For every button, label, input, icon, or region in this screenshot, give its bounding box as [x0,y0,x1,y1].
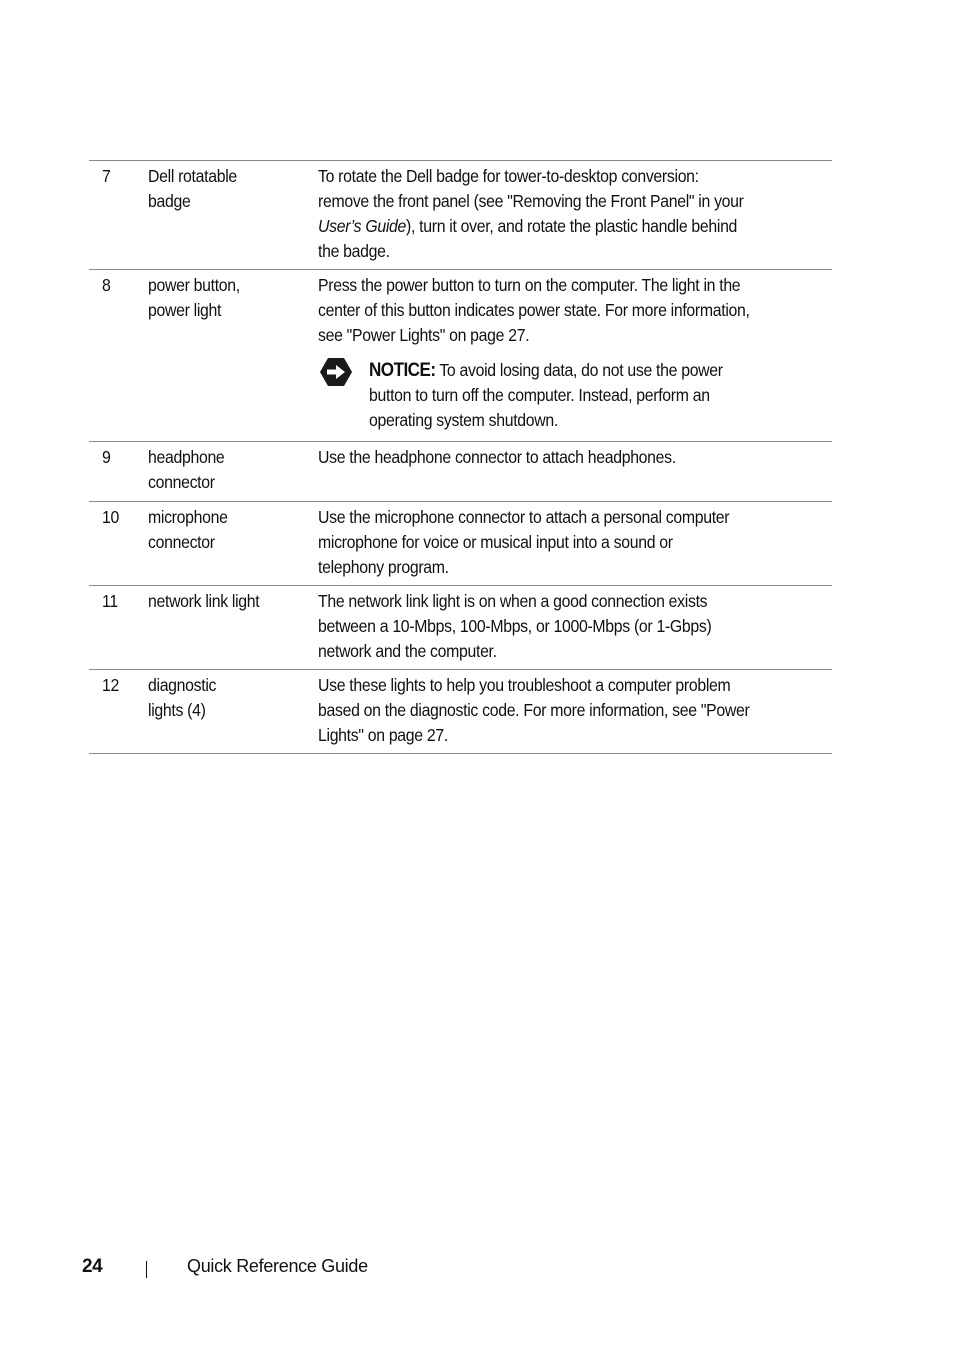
component-description [318,445,786,470]
desc-line: Use these lights to help you troubleshoot a computer problem [318,675,731,695]
component-description [318,273,786,348]
table-row [89,670,832,754]
page-number: 24 [82,1256,103,1277]
footer-title: Quick Reference Guide [187,1256,368,1276]
guide-title: User’s Guide [318,216,407,236]
desc-line: telephony program. [318,557,449,577]
row-number: 11 [102,591,118,611]
row-number: 8 [102,275,111,295]
component-description [318,589,786,664]
name-line: power button, [148,275,240,295]
desc-line-rest: ), turn it over, and rotate the plastic handle behind [406,216,738,236]
desc-line: To rotate the Dell badge for tower-to-desktop conversion: [318,166,699,186]
component-name [148,164,292,214]
component-name [148,589,292,614]
name-line: connector [148,472,215,492]
name-line: microphone [148,507,228,527]
notice-line: button to turn off the computer. Instead, perform an [369,385,710,405]
name-line: connector [148,532,215,552]
component-description [318,505,786,580]
notice-block [369,358,792,433]
table-row [89,270,832,442]
component-name [148,673,292,723]
row-number: 7 [102,166,111,186]
name-line: power light [148,300,222,320]
name-line: badge [148,191,191,211]
desc-line: see "Power Lights" on page 27. [318,325,530,345]
notice-line: operating system shutdown. [369,410,558,430]
desc-line: The network link light is on when a good connection exists [318,591,708,611]
notice-line [369,358,792,383]
name-line: headphone [148,447,225,467]
component-table [89,160,832,754]
table-row [89,442,832,502]
notice-text: To avoid losing data, do not use the power [439,360,723,380]
component-description [318,164,786,264]
row-number: 12 [102,675,119,695]
desc-line: between a 10-Mbps, 100-Mbps, or 1000-Mbps (or 1-Gbps) [318,616,712,636]
desc-line: remove the front panel (see "Removing the Front Panel" in your [318,191,744,211]
desc-line: Press the power button to turn on the computer. The light in the [318,275,741,295]
name-line: Dell rotatable [148,166,237,186]
table-row [89,502,832,586]
row-number: 9 [102,447,111,467]
component-name [148,445,292,495]
desc-line: Use the headphone connector to attach headphones. [318,447,676,467]
desc-line [318,214,786,239]
notice-arrow-icon [319,357,353,387]
name-line: diagnostic [148,675,217,695]
table-row [89,161,832,270]
footer-separator [146,1261,147,1278]
desc-line: microphone for voice or musical input into a sound or [318,532,673,552]
component-description [318,673,786,748]
table-row [89,586,832,670]
desc-line: Use the microphone connector to attach a personal computer [318,507,730,527]
row-number: 10 [102,507,119,527]
desc-line: network and the computer. [318,641,497,661]
component-name [148,505,292,555]
desc-line: based on the diagnostic code. For more information, see "Power [318,700,750,720]
desc-line: the badge. [318,241,390,261]
desc-line: center of this button indicates power state. For more information, [318,300,750,320]
component-name [148,273,292,323]
name-line: network link light [148,591,260,611]
desc-line: Lights" on page 27. [318,725,448,745]
notice-label: NOTICE: [369,360,436,381]
name-line: lights (4) [148,700,206,720]
